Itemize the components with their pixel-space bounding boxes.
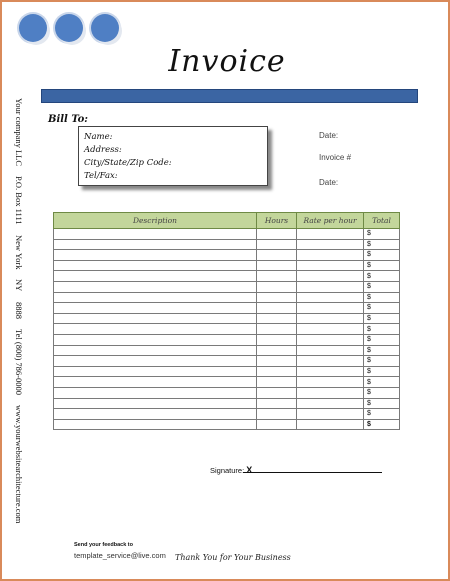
line-items-table <box>53 212 400 430</box>
total-cell[interactable]: $ <box>364 229 400 240</box>
table-body <box>54 229 400 430</box>
table-row <box>54 239 400 250</box>
table-row <box>54 398 400 409</box>
hours-cell[interactable] <box>257 324 297 335</box>
table-row <box>54 303 400 314</box>
rate-cell[interactable] <box>297 419 364 430</box>
description-cell[interactable] <box>54 419 257 430</box>
table-row <box>54 292 400 303</box>
decor-circle-2 <box>55 14 83 42</box>
table-row <box>54 345 400 356</box>
date-label-1: Date: <box>319 131 339 140</box>
signature-text: Signature: <box>210 466 245 475</box>
hours-cell[interactable] <box>257 229 297 240</box>
table-row <box>54 419 400 430</box>
rate-cell[interactable] <box>297 260 364 271</box>
table-row <box>54 260 400 271</box>
decor-circle-3 <box>91 14 119 42</box>
table-row <box>54 271 400 282</box>
hours-cell[interactable] <box>257 345 297 356</box>
table-header-row <box>54 213 400 229</box>
feedback-email[interactable]: template_service@live.com <box>74 551 166 560</box>
table-row <box>54 229 400 240</box>
total-cell[interactable]: $ <box>364 366 400 377</box>
total-cell[interactable]: $ <box>364 271 400 282</box>
hours-cell[interactable] <box>257 313 297 324</box>
company-info-vertical <box>14 98 24 523</box>
table-row <box>54 387 400 398</box>
description-cell[interactable] <box>54 324 257 335</box>
rate-cell[interactable] <box>297 398 364 409</box>
description-cell[interactable] <box>54 313 257 324</box>
hours-cell[interactable] <box>257 303 297 314</box>
hours-cell[interactable] <box>257 419 297 430</box>
hours-cell[interactable] <box>257 387 297 398</box>
col-header-total: Total <box>364 213 400 229</box>
total-cell[interactable]: $ <box>364 239 400 250</box>
description-cell[interactable] <box>54 387 257 398</box>
description-cell[interactable] <box>54 345 257 356</box>
description-cell[interactable] <box>54 292 257 303</box>
hours-cell[interactable] <box>257 271 297 282</box>
rate-cell[interactable] <box>297 303 364 314</box>
hours-cell[interactable] <box>257 409 297 420</box>
feedback-label: Send your feedback to <box>74 542 133 548</box>
table-row <box>54 377 400 388</box>
rate-cell[interactable] <box>297 409 364 420</box>
table-row <box>54 356 400 367</box>
total-cell[interactable]: $ <box>364 303 400 314</box>
total-cell[interactable]: $ <box>364 281 400 292</box>
description-cell[interactable] <box>54 260 257 271</box>
company-po-box: P.O. Box 1111 <box>14 176 24 225</box>
rate-cell[interactable] <box>297 366 364 377</box>
bill-to-city-label: City/State/Zip Code: <box>84 158 172 168</box>
total-cell[interactable]: $ <box>364 409 400 420</box>
company-website: www.yourwebsitearchitecture.com <box>14 404 24 523</box>
bill-to-heading: Bill To: <box>48 114 88 125</box>
thank-you-text: Thank You for Your Business <box>175 553 291 562</box>
hours-cell[interactable] <box>257 334 297 345</box>
total-cell[interactable]: $ <box>364 387 400 398</box>
rate-cell[interactable] <box>297 387 364 398</box>
rate-cell[interactable] <box>297 377 364 388</box>
rate-cell[interactable] <box>297 250 364 261</box>
company-state: NY <box>14 279 24 292</box>
table-row <box>54 281 400 292</box>
table-row <box>54 409 400 420</box>
company-phone: Tel (800) 786-0000 <box>14 328 24 395</box>
header-bar <box>41 89 418 103</box>
description-cell[interactable] <box>54 377 257 388</box>
bill-to-name-label: Name: <box>84 132 113 142</box>
total-cell[interactable]: $ <box>364 377 400 388</box>
table-row <box>54 366 400 377</box>
description-cell[interactable] <box>54 229 257 240</box>
total-cell[interactable]: $ <box>364 345 400 356</box>
hours-cell[interactable] <box>257 377 297 388</box>
company-name: Your company LLC <box>14 98 24 167</box>
total-cell[interactable]: $ <box>364 324 400 335</box>
company-city: New York <box>14 234 24 270</box>
total-cell[interactable]: $ <box>364 356 400 367</box>
description-cell[interactable] <box>54 303 257 314</box>
bill-to-box <box>78 126 268 186</box>
total-cell[interactable]: $ <box>364 334 400 345</box>
description-cell[interactable] <box>54 366 257 377</box>
hours-cell[interactable] <box>257 250 297 261</box>
bill-to-tel-label: Tel/Fax: <box>84 171 118 181</box>
description-cell[interactable] <box>54 271 257 282</box>
table-row <box>54 313 400 324</box>
total-cell[interactable]: $ <box>364 398 400 409</box>
hours-cell[interactable] <box>257 366 297 377</box>
description-cell[interactable] <box>54 239 257 250</box>
description-cell[interactable] <box>54 356 257 367</box>
hours-cell[interactable] <box>257 281 297 292</box>
total-cell[interactable]: $ <box>364 419 400 430</box>
total-cell[interactable]: $ <box>364 313 400 324</box>
rate-cell[interactable] <box>297 239 364 250</box>
signature-mark: X <box>246 465 253 475</box>
rate-cell[interactable] <box>297 324 364 335</box>
col-header-hours: Hours <box>257 213 297 229</box>
total-cell[interactable]: $ <box>364 292 400 303</box>
description-cell[interactable] <box>54 281 257 292</box>
decor-circle-1 <box>19 14 47 42</box>
date-label-2: Date: <box>319 178 339 187</box>
col-header-description: Description <box>54 213 257 229</box>
signature-line[interactable] <box>243 472 382 473</box>
description-cell[interactable] <box>54 398 257 409</box>
table-row <box>54 334 400 345</box>
signature-label <box>210 465 252 475</box>
total-cell[interactable]: $ <box>364 250 400 261</box>
table-row <box>54 250 400 261</box>
invoice-title: Invoice <box>168 44 286 79</box>
bill-to-address-label: Address: <box>84 145 122 155</box>
rate-cell[interactable] <box>297 271 364 282</box>
table-row <box>54 324 400 335</box>
rate-cell[interactable] <box>297 292 364 303</box>
description-cell[interactable] <box>54 250 257 261</box>
hours-cell[interactable] <box>257 292 297 303</box>
hours-cell[interactable] <box>257 239 297 250</box>
company-zip: 8888 <box>14 301 24 319</box>
description-cell[interactable] <box>54 409 257 420</box>
hours-cell[interactable] <box>257 398 297 409</box>
col-header-rate: Rate per hour <box>297 213 364 229</box>
hours-cell[interactable] <box>257 356 297 367</box>
rate-cell[interactable] <box>297 281 364 292</box>
rate-cell[interactable] <box>297 356 364 367</box>
rate-cell[interactable] <box>297 334 364 345</box>
description-cell[interactable] <box>54 334 257 345</box>
rate-cell[interactable] <box>297 229 364 240</box>
invoice-number-label: Invoice # <box>319 153 352 162</box>
rate-cell[interactable] <box>297 345 364 356</box>
hours-cell[interactable] <box>257 260 297 271</box>
rate-cell[interactable] <box>297 313 364 324</box>
total-cell[interactable]: $ <box>364 260 400 271</box>
